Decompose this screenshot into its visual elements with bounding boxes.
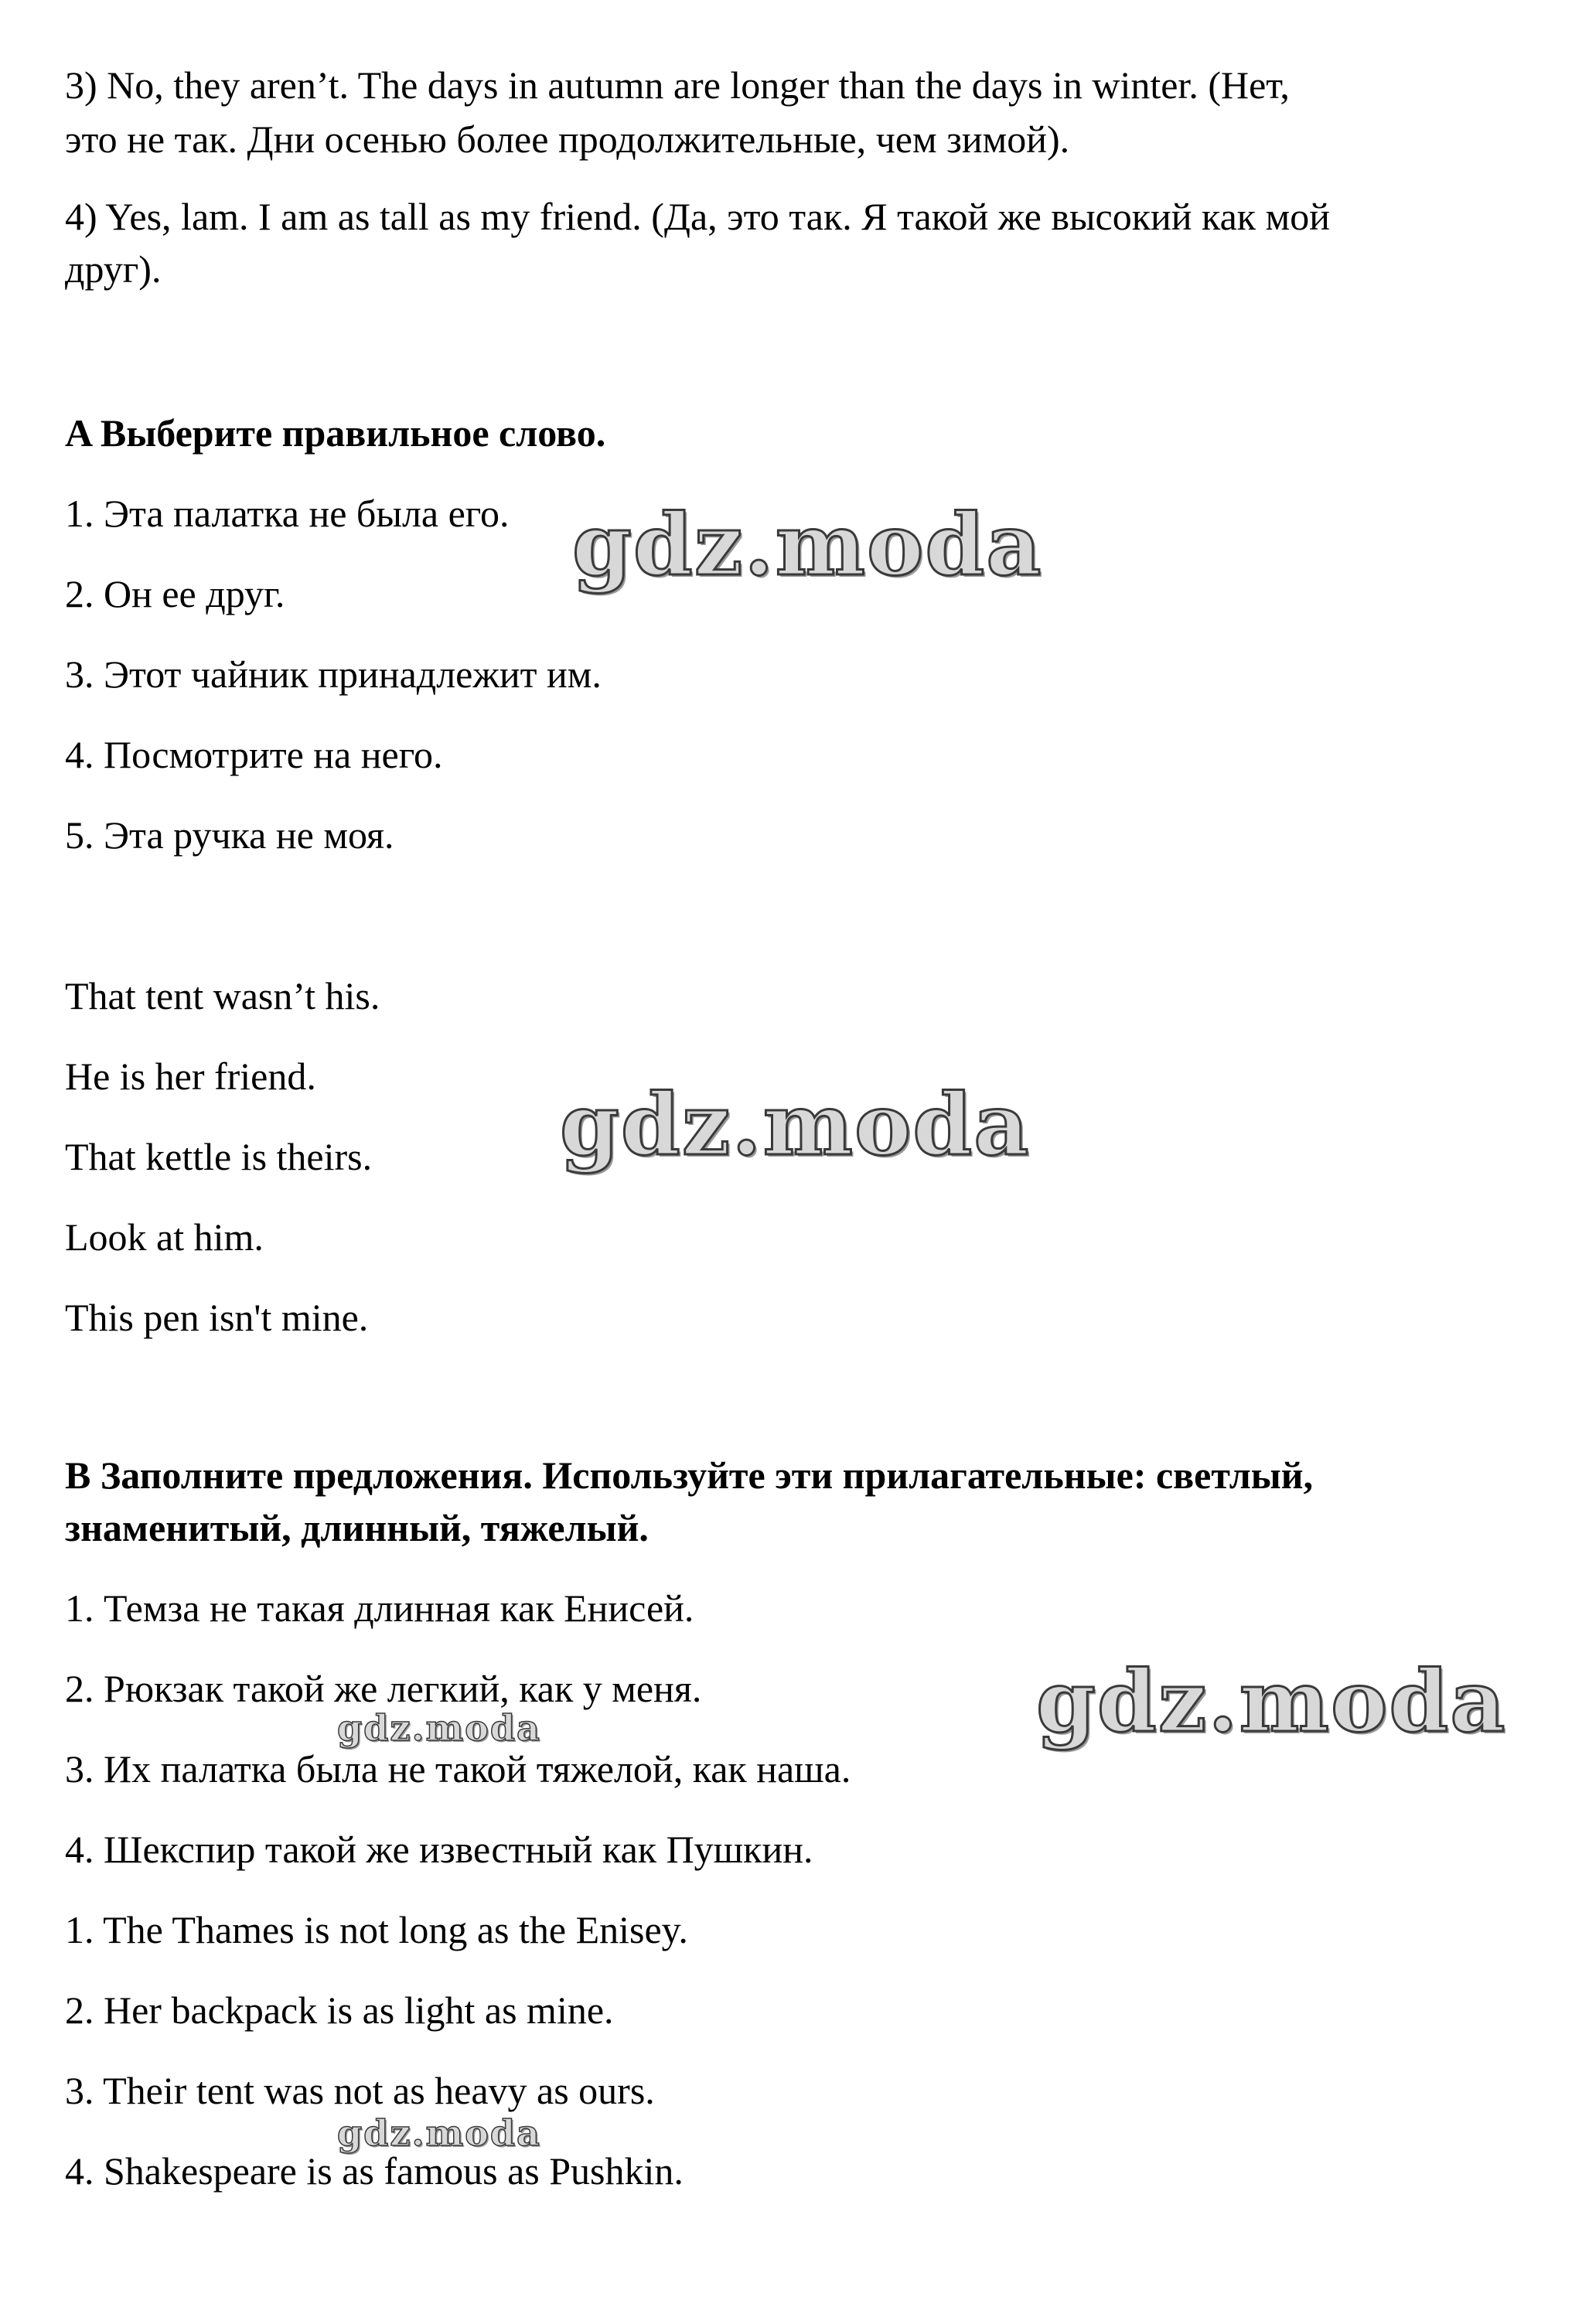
section-b-heading-line-2: знаменитый, длинный, тяжелый. xyxy=(65,1506,649,1549)
watermark-logo: gdz.moda xyxy=(1036,1651,1507,1751)
section-b-english-4: 4. Shakespeare is as famous as Pushkin. xyxy=(65,2149,684,2193)
section-b-english-2: 2. Her backpack is as light as mine. xyxy=(65,1988,614,2032)
watermark-logo: gdz.moda xyxy=(337,2112,541,2154)
answer-4-line-1: 4) Yes, lam. I am as tall as my friend. (Да, это так. Я такой же высокий как мой xyxy=(65,195,1330,238)
answer-3-line-2: это не так. Дни осенью более продолжительные, чем зимой). xyxy=(65,118,1070,161)
section-a-russian-2: 2. Он ее друг. xyxy=(65,572,285,615)
section-b-russian-4: 4. Шекспир такой же известный как Пушкин. xyxy=(65,1828,813,1871)
section-a-english-4: Look at him. xyxy=(65,1215,264,1259)
section-a-english-3: That kettle is theirs. xyxy=(65,1135,373,1178)
section-b-russian-2: 2. Рюкзак такой же легкий, как у меня. xyxy=(65,1667,702,1710)
section-b-english-1: 1. The Thames is not long as the Enisey. xyxy=(65,1908,688,1951)
section-b-russian-1: 1. Темза не такая длинная как Енисей. xyxy=(65,1586,694,1630)
section-a-english-2: He is her friend. xyxy=(65,1055,316,1098)
answer-3-line-1: 3) No, they aren’t. The days in autumn are longer than the days in winter. (Нет, xyxy=(65,63,1290,107)
answer-4-line-2: друг). xyxy=(65,247,162,291)
watermark-logo: gdz.moda xyxy=(337,1707,541,1749)
section-b-english-3: 3. Their tent was not as heavy as ours. xyxy=(65,2069,655,2112)
section-a-heading: A Выберите правильное слово. xyxy=(65,411,606,455)
section-a-russian-4: 4. Посмотрите на него. xyxy=(65,733,443,776)
section-a-english-1: That tent wasn’t his. xyxy=(65,974,380,1017)
watermark-logo: gdz.moda xyxy=(560,1075,1031,1174)
section-a-russian-5: 5. Эта ручка не моя. xyxy=(65,813,394,857)
section-b-russian-3: 3. Их палатка была не такой тяжелой, как наша. xyxy=(65,1747,851,1791)
watermark-logo: gdz.moda xyxy=(572,495,1043,595)
section-a-russian-3: 3. Этот чайник принадлежит им. xyxy=(65,653,602,696)
section-a-english-5: This pen isn't mine. xyxy=(65,1296,369,1339)
section-a-russian-1: 1. Эта палатка не была его. xyxy=(65,492,510,535)
section-b-heading-line-1: B Заполните предложения. Используйте эти прилагательные: светлый, xyxy=(65,1453,1314,1497)
